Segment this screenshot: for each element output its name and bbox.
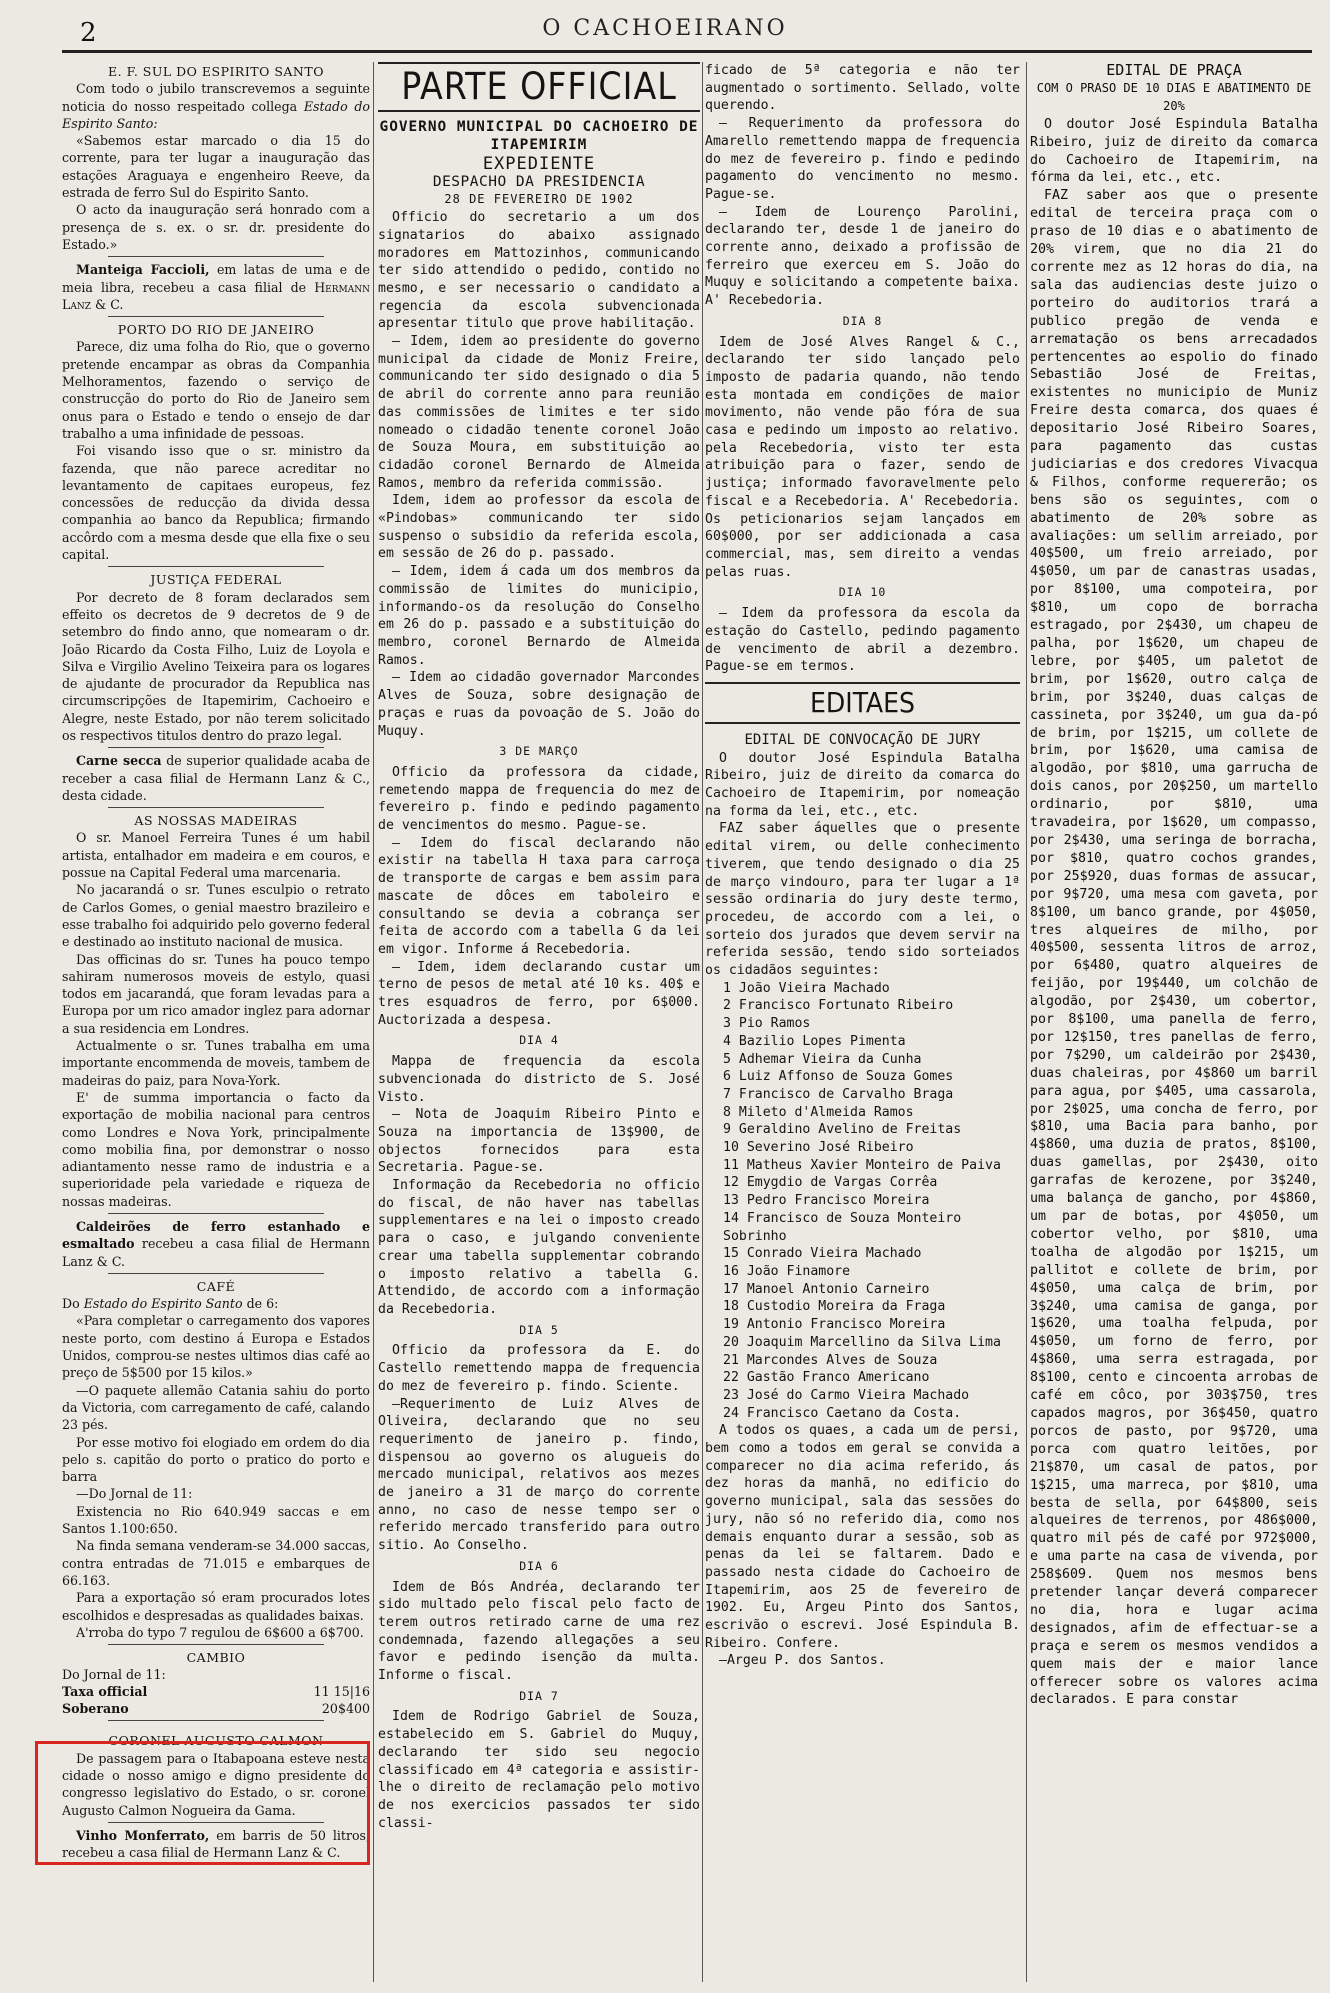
cambio-title: CAMBIO [186, 1650, 246, 1666]
list-item: 7 Francisco de Carvalho Braga [723, 1086, 954, 1102]
governo-heading: GOVERNO MUNICIPAL DO CACHOEIRO DE ITAPEMIRIM [379, 119, 699, 153]
divider [108, 1644, 324, 1645]
madeiras-paragraph: Das officinas do sr. Tunes ha pouco tempo sahiram numerosos moveis de estylo, quasi todos em jacarandá, que foram levadas para a Europa por um rico amador inglez para adornar a sua residencia em Londres. [62, 951, 370, 1036]
praca-paragraph: FAZ saber aos que o presente edital de terceira praça com o praso de 10 dias e o abatimento de 20% virem, que no dia 21 do corrente mez as 12 horas do dia, na sala das audiencias deste juizo o porteiro do auditorios trará a publico pregão de venda e arrematação os bens arrecadados pertencentes ao espolio do finado Sebastião José de Freitas, existentes no municipio de Muniz Freire desta comarca, dos quaes é depositario José Ribeiro Soares, para pagamento das custas judiciarias e dos credores Vivacqua & Filhos, conforme requererão; os bens são os seguintes, com o abatimento de 20% sobre as avaliações: um sellim arreiado, por 40$500, um freio arreiado, por 4$050, um par de canastras usadas, por 8$100, uma compoteira, por $810, um copo de borracha estragado, por 2$430, um chapeu de palha, por 1$620, um chapeu de lebre, por $405, um paletot de brim, por 1$620, outro calça de brim, por 3$240, duas calças de cassineta, por 3$240, um gua da-pó de brim, por 1$215, um collete de brim, por 1$620, uma camisa de algodão, por $810, uma garrucha de dois canos, por 20$250, um martello ordinario, por $810, uma travadeira, por 1$620, um compasso, por 2$430, uma seringa de borracha, por $810, quatro cochos grandes, por 25$920, duas formas de assucar, por 9$720, uma mesa com gaveta, por 8$100, um banco grande, por 4$050, tres alqueires de milho, por 40$500, sessenta litros de arroz, por 6$480, quatro alqueires de feijão, por 19$440, um colchão de algodão, por 2$430, um cobertor, por 8$100, uma panella de ferro, por 12$150, tres panellas de ferro, por 7$290, um caldeirão por 2$430, duas chaleiras, por 4$860 um barril para agua, por $405, uma cassarola, por 2$025, uma concha de ferro, por $810, uma Bacia para banho, por 4$860, uma duzia de pratos, 8$100, duas gamellas, por 2$430, oito garrafas de kerozene, por 3$240, uma balança de gancho, por 4$860, um par de botas, por 4$050, um cobertor velho, por $810, uma toalha de algodão por 1$215, um pallitot e collete de brim, por 4$050, uma calça de brim, por 3$240, uma camisa de ganga, por 1$620, uma toalha felpuda, por 4$050, um forno de ferro, por 4$860, uma serra estragada, por 8$100, cento e cincoenta arrobas de café em côco, por 303$750, tres capados magros, por 36$450, quatro porcos de pasto, por 9$720, uma porca com quatro leitões, por 21$870, um casal de patos, por 1$215, uma marreca, por $810, uma besta de sella, por 64$800, seis alqueires de terrenos, por 486$000, quatro mil pés de café por 972$000, e uma parte na casa de vivenda, por 258$609. Quem nos mesmos bens pretender lançar deverá comparecer no dia, hora e lugar acima designados, afim de effectuar-se a praça e serem os mesmos vendidos a quem mais der e maior lance offerecer sobre os valores acima declarados. E para constar [1030, 188, 1318, 1708]
list-item: 18 Custodio Moreira da Fraga [723, 1299, 946, 1315]
divider [108, 566, 324, 567]
day-heading: 3 DE MARÇO [499, 744, 579, 759]
list-item: 8 Mileto d'Almeida Ramos [723, 1104, 914, 1120]
madeiras-paragraph: No jacarandá o sr. Tunes esculpio o retrato de Carlos Gomes, o genial maestro brazileiro e esse trabalho foi adquirido pelo governo federal e destinado ao instituto nacional de musica. [62, 882, 370, 950]
praca-edital-subtitle: COM O PRASO DE 10 DIAS E ABATIMENTO DE 20% [1036, 80, 1312, 113]
list-item: 24 Francisco Caetano da Costa. [723, 1405, 962, 1421]
cafe-paragraph: —Do Jornal de 11: [76, 1486, 193, 1502]
despacho-paragraph: Officio da professora da E. do Castello remettendo mappa de frequencia do mez de fevereiro p. findo. Sciente. [378, 1343, 700, 1394]
praca-paragraph: O doutor José Espindula Batalha Ribeiro, juiz de direito da comarca do Cachoeiro de Itapemirim, na fórma da lei, etc., etc. [1030, 116, 1318, 186]
justica-paragraph: Por decreto de 8 foram declarados sem effeito os decretos de 9 decretos de 9 de setembro do findo anno, que nomearam o dr. João Ricardo da Costa Filho, Luiz de Loyola e Silva e Virgilio Avelino Teixeira para os logares de ajudante de procurador da Republica nas circumscripções de Itapemirim, Cachoeiro e Alegre, neste Estado, por não terem solicitado os respectivos titulos dentro do prazo legal. [62, 589, 370, 743]
calmon-title: CORONEL AUGUSTO CALMON [108, 1733, 324, 1749]
column-3 [705, 62, 1020, 1670]
column-divider [1026, 62, 1027, 1982]
ef-quote-2: O acto da inauguração será honrado com a presença de s. ex. o sr. dr. presidente do Estado.» [62, 202, 370, 252]
column-divider [702, 62, 703, 1982]
list-item: 5 Adhemar Vieira da Cunha [723, 1051, 922, 1067]
day-heading: DIA 6 [519, 1558, 559, 1573]
list-item: 6 Luiz Affonso de Souza Gomes [723, 1069, 954, 1085]
despacho-paragraph: — Idem, idem á cada um dos membros da commissão de limites do municipio, informando-os da resolução do Conselho em 26 do p. passado e a substituição do membro, coronel Bernardo de Almeida Ramos. [378, 564, 700, 668]
jury-paragraph: A todos os quaes, a cada um de persi, bem como a todos em geral se convida a comparecer no dia acima referido, ás dez horas da manhã, no edificio do governo municipal, sala das sessões do jury, não só no referido dia, como nos demais enquanto durar a sessão, sob as penas da lei se faltarem. Dado e passado nesta cidade do Cachoeiro de Itapemirim, aos 25 de fevereiro de 1902. Eu, Argeu Pinto dos Santos, escrivão o escrevi. José Espindula B. Ribeiro. Confere. [705, 1423, 1020, 1651]
vinho-notice: Vinho Monferrato, em barris de 50 litros, recebeu a casa filial de Hermann Lanz & C. [62, 1827, 370, 1861]
despacho-paragraph: Idem, idem ao professor da escola de «Pindobas» communicando ter sido suspenso o subsidio da referida escola, em sessão de 26 do p. passado. [378, 493, 700, 562]
column-4 [1030, 62, 1318, 1709]
list-item: 1 João Vieira Machado [723, 980, 890, 996]
despacho-paragraph: — Idem da professora da escola da estação do Castello, pedindo pagamento de vencimento de abril a dezembro. Pague-se em termos. [705, 606, 1020, 675]
jury-paragraph: O doutor José Espindula Batalha Ribeiro, juiz de direito da comarca do Cachoeiro de Itapemirim, por nomeação na forma da lei, etc., etc. [705, 750, 1020, 819]
jury-signature: —Argeu P. dos Santos. [719, 1653, 886, 1669]
justica-title: JUSTIÇA FEDERAL [150, 572, 282, 588]
madeiras-title: AS NOSSAS MADEIRAS [134, 813, 298, 829]
day-heading: DIA 10 [838, 585, 887, 600]
despacho-paragraph: — Requerimento da professora do Amarello remettendo mappa de frequencia do mez de fevereiro p. findo e pedindo pagamento do vencimento no mesmo. Pague-se. [705, 116, 1020, 202]
table-row: Taxa official 11 15|16 [62, 1684, 370, 1700]
despacho-paragraph: Officio do secretario a um dos signatarios do abaixo assignado moradores em Mattozinhos, communicando ter sido attendido o pedido, contido no mesmo, e ser necessario o candidato a regencia da escola subvencionada apresentar titulo que prove habilitação. [378, 210, 700, 332]
day-heading: DIA 7 [519, 1688, 559, 1703]
list-item: 19 Antonio Francisco Moreira [723, 1317, 946, 1333]
despacho-paragraph: —Requerimento de Luiz Alves de Oliveira, declarando que no seu requerimento de janeiro p. findo, dispensou ao governo os alugueis do mercado municipal, relativos aos mezes de janeiro a 31 de março do corrente anno, no caso de nesse tempo ser o referido mercado transferido para outro sitio. Ao Conselho. [378, 1396, 700, 1554]
despacho-heading: DESPACHO DA PRESIDENCIA [432, 173, 646, 190]
juror-list [705, 980, 1020, 1423]
despacho-paragraph: — Nota de Joaquim Ribeiro Pinto e Souza na importancia de 13$900, de objectos fornecidos para esta Secretaria. Pague-se. [378, 1107, 700, 1176]
divider [108, 1213, 324, 1214]
carne-notice: Carne secca de superior qualidade acaba de receber a casa filial de Hermann Lanz & C., desta cidade. [62, 753, 370, 803]
despacho-paragraph: Mappa de frequencia da escola subvencionada do districto de S. José Visto. [378, 1054, 700, 1105]
cafe-paragraph: Para a exportação só eram procurados lotes escolhidos e despresadas as qualidades baixas. [62, 1590, 370, 1623]
divider [108, 1273, 324, 1274]
list-item: 17 Manoel Antonio Carneiro [723, 1281, 930, 1297]
list-item: 21 Marcondes Alves de Souza [723, 1352, 938, 1368]
parte-official-heading: PARTE OFFICIAL [378, 62, 700, 112]
despacho-paragraph: — Idem, idem declarando custar um terno de pesos de metal até 10 ks. 40$ e tres esquadros de ferro, por 6$000. Auctorizada a despesa. [378, 959, 700, 1028]
list-item: 13 Pedro Francisco Moreira [723, 1193, 930, 1209]
day-heading: DIA 5 [519, 1322, 559, 1337]
caldeiroes-notice: Caldeirões de ferro estanhado e esmaltado recebeu a casa filial de Hermann Lanz & C. [62, 1219, 370, 1269]
list-item: 9 Geraldino Avelino de Freitas [723, 1122, 962, 1138]
day-heading: DIA 4 [519, 1033, 559, 1048]
cafe-source: Do Estado do Espirito Santo de 6: [62, 1296, 279, 1312]
list-item: 23 José do Carmo Vieira Machado [723, 1387, 970, 1403]
despacho-paragraph: Idem de Rodrigo Gabriel de Souza, estabelecido em S. Gabriel do Muquy, declarando ter sido seu negocio classificado em 4ª categoria e assistir-lhe o direito de reclamação pelo motivo de nos exercicios passados ter sido classi- [378, 1709, 700, 1831]
cafe-paragraph: —O paquete allemão Catania sahiu do porto da Victoria, com carregamento de café, calando 23 pés. [62, 1382, 370, 1433]
despacho-paragraph: — Idem do fiscal declarando não existir na tabella H taxa para carroça de transporte de cargas e bem assim para mascate de dôces em taboleiro e consultando se devia a cobrança ser feita de accordo com a tabella G da lei em vigor. Informe á Recebedoria. [378, 835, 700, 957]
cafe-paragraph: Por esse motivo foi elogiado em ordem do dia pelo s. capitão do porto o pratico do porto e barra [62, 1434, 370, 1485]
ef-title: E. F. SUL DO ESPIRITO SANTO [108, 64, 324, 79]
list-item: 15 Conrado Vieira Machado [723, 1246, 922, 1262]
despacho-paragraph: ficado de 5ª categoria e não ter augmentado o sortimento. Sellado, volte querendo. [705, 63, 1020, 114]
column-2 [378, 62, 700, 1832]
day-heading: DIA 8 [842, 313, 883, 328]
despacho-paragraph: Idem de José Alves Rangel & C., declarando ter sido lançado pelo imposto de padaria quando, não tendo esta montada em condições de maior movimento, não vende pão fóra de sua casa e pedindo um imposto ao relativo. pela Recebedoria, visto ter esta atribuição para o fazer, sendo de justiça; informado favoravelmente pelo fiscal e a Recebedoria. A' Recebedoria. Os peticionarios sejam lançados em 60$000, por ser addicionada a casa commercial, mas, sem direito a vendas pelas ruas. [705, 334, 1020, 580]
list-item: 14 Francisco de Souza Monteiro Sobrinho [723, 1210, 962, 1244]
despacho-paragraph: Officio da professora da cidade, remetendo mappa de frequencia do mez de fevereiro p. findo e pedindo pagamento de vencimentos do mesmo. Pague-se. [378, 764, 700, 834]
list-item: 20 Joaquim Marcellino da Silva Lima [723, 1334, 1001, 1350]
ef-quote: «Sabemos estar marcado o dia 15 do corrente, para ter lugar a inauguração das estações Araguaya e engenheiro Reeve, da estrada de ferro Sul do Espirito Santo. [62, 133, 370, 201]
calmon-paragraph: De passagem para o Itabapoana esteve nesta cidade o nosso amigo e digno presidente do congresso legislativo do Estado, o sr. coronel Augusto Calmon Nogueira da Gama. [62, 1750, 370, 1818]
column-divider [373, 62, 374, 1982]
cambio-source: Do Jornal de 11: [62, 1667, 166, 1683]
page-number: 2 [80, 18, 97, 48]
ef-intro: Com todo o jubilo transcrevemos a seguinte noticia do nosso respeitado collega Estado do Espirito Santo: [62, 81, 370, 131]
madeiras-paragraph: O sr. Manoel Ferreira Tunes é um habil artista, entalhador em madeira e em couros, e possue na Capital Federal uma marcenaria. [62, 830, 370, 881]
cambio-table [62, 1666, 370, 1717]
list-item: 4 Bazilio Lopes Pimenta [723, 1033, 906, 1049]
divider [108, 316, 324, 317]
column-1 [62, 62, 370, 1862]
list-item: 3 Pio Ramos [723, 1016, 811, 1032]
manteiga-notice: Manteiga Faccioli, em latas de uma e de meia libra, recebeu a casa filial de Hermann Lanz & C. [62, 262, 370, 312]
despacho-paragraph: — Idem, idem ao presidente do governo municipal da cidade de Moniz Freire, communicando ter sido designado o dia 5 de abril do corrente anno para reunião das commissões de limites e ter sido nomeado o cidadão tenente coronel João de Souza Moura, em substituição ao cidadão coronel Bernardo de Almeida Ramos, membro da referida commissão. [378, 334, 700, 491]
table-row: Soberano 20$400 [62, 1701, 370, 1717]
despacho-paragraph: Idem de Bós Andréa, declarando ter sido multado pelo fiscal pelo facto de terem outros retirado carne de uma rez condemnada, fazendo allegações a seu favor e pedindo isenção da multa. Informe o fiscal. [378, 1579, 700, 1684]
porto-paragraph: Parece, diz uma folha do Rio, que o governo pretende encampar as obras da Companhia Melhoramentos, fazendo o serviço de construcção do porto do Rio de Janeiro sem onus para o Estado e tendo o ensejo de dar trabalho a uma infinidade de pessoas. [62, 339, 370, 441]
cafe-paragraph: «Para completar o carregamento dos vapores neste porto, com destino á Europa e Estados Unidos, comprou-se nestes ultimos dias café ao preço de 5$500 por 15 kilos.» [62, 1313, 370, 1381]
despacho-paragraph: — Idem de Lourenço Parolini, declarando ter, desde 1 de janeiro do corrente anno, deixado a profissão de ferreiro que exerceu em S. João do Muquy e solicitando a competente baixa. A' Recebedoria. [705, 204, 1020, 309]
despacho-date: 28 DE FEVEREIRO DE 1902 [444, 192, 634, 207]
list-item: 22 Gastão Franco Americano [723, 1370, 930, 1386]
list-item: 11 Matheus Xavier Monteiro de Paiva [723, 1157, 1001, 1173]
divider [108, 747, 324, 748]
porto-paragraph: Foi visando isso que o sr. ministro da fazenda, que não parece acreditar no levantamento de capitaes europeus, fez concessões de reducção da divida dessa companhia ao banco da Republica; firmando accôrdo com a mesma desde que ella fixe o seu capital. [62, 443, 370, 563]
despacho-paragraph: — Idem ao cidadão governador Marcondes Alves de Souza, sobre designação de praças e ruas da povoação de S. João do Muquy. [378, 670, 700, 739]
divider [108, 256, 324, 257]
masthead: O CACHOEIRANO [542, 16, 788, 41]
header-rule [62, 50, 1312, 53]
cafe-paragraph: Existencia no Rio 640.949 saccas e em Santos 1.100:650. [62, 1503, 370, 1537]
despacho-paragraph: Informação da Recebedoria no officio do fiscal, de não haver nas tabellas supplementares e na lei o imposto creado para o caso, e julgando conveniente crear uma tabella supplementar cobrando o imposto relativo a tabella G. Attendido, de accordo com a informação da Recebedoria. [378, 1178, 700, 1317]
expediente-heading: EXPEDIENTE [482, 154, 596, 174]
list-item: 10 Severino José Ribeiro [723, 1140, 914, 1156]
cafe-title: CAFÉ [196, 1278, 236, 1294]
editaes-heading: EDITAES [705, 682, 1020, 724]
cafe-paragraph: Na finda semana venderam-se 34.000 saccas, contra entradas de 71.015 e embarques de 66.163. [62, 1538, 370, 1588]
porto-title: PORTO DO RIO DE JANEIRO [117, 322, 315, 338]
highlight-box [35, 1741, 370, 1865]
madeiras-paragraph: E' de summa importancia o facto da exportação de mobilia nacional para centros como Londres e Nova York, principalmente como mobilia fina, por demonstrar o nosso adiantamento nesse ramo de industria e a superioridade pela variedade e riqueza de nossas madeiras. [62, 1089, 370, 1209]
divider [108, 1720, 324, 1721]
divider [108, 807, 324, 808]
madeiras-paragraph: Actualmente o sr. Tunes trabalha em uma importante encommenda de moveis, tambem de madeiras do paiz, para Nova-York. [62, 1038, 370, 1088]
list-item: 2 Francisco Fortunato Ribeiro [723, 998, 954, 1014]
cafe-paragraph: A'rroba do typo 7 regulou de 6$600 a 6$700. [76, 1624, 364, 1640]
list-item: 16 João Finamore [723, 1264, 851, 1279]
praca-edital-title: EDITAL DE PRAÇA [1106, 62, 1242, 79]
list-item: 12 Emygdio de Vargas Corrêa [723, 1175, 938, 1191]
jury-paragraph: FAZ saber áquelles que o presente edital virem, ou delle conhecimento tiverem, que tendo designado o dia 25 de março vindouro, para ter lugar a 1ª sessão ordinaria do jury deste termo, procedeu, de accordo com a lei, o sorteio dos jurados que devem servir na referida sessão, tendo sido sorteiados os cidadãos seguintes: [705, 821, 1020, 979]
jury-edital-title: EDITAL DE CONVOCAÇÃO DE JURY [744, 731, 981, 748]
